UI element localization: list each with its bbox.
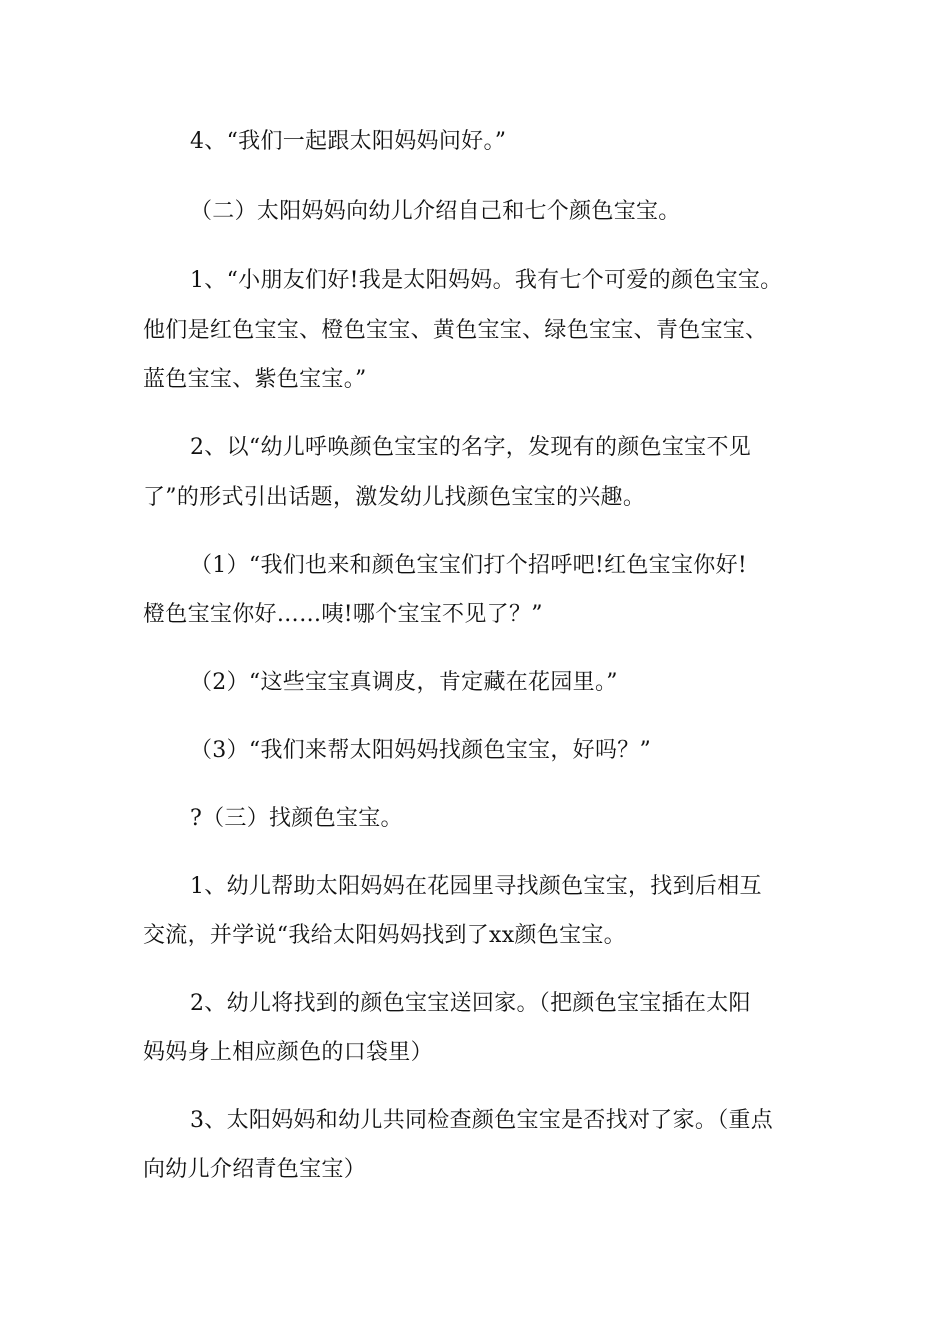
step-3-line-2: 向幼儿介绍青色宝宝）	[143, 1157, 367, 1182]
step-1-line-1: 1、幼儿帮助太阳妈妈在花园里寻找颜色宝宝，找到后相互	[190, 874, 762, 899]
paragraph-intro-line-3: 蓝色宝宝、紫色宝宝。”	[143, 367, 367, 392]
sub-item-2: （2）“这些宝宝真调皮，肯定藏在花园里。”	[190, 670, 618, 695]
sub-item-1-line-2: 橙色宝宝你好……咦!哪个宝宝不见了？”	[143, 602, 543, 627]
section-heading-3: ?（三）找颜色宝宝。	[190, 806, 403, 831]
step-2-line-1: 2、幼儿将找到的颜色宝宝送回家。（把颜色宝宝插在太阳	[190, 991, 751, 1016]
sub-item-1-line-1: （1）“我们也来和颜色宝宝们打个招呼吧!红色宝宝你好!	[190, 553, 748, 578]
step-1-line-2: 交流，并学说“我给太阳妈妈找到了xx颜色宝宝。	[143, 923, 626, 948]
paragraph-intro-line-1: 1、“小朋友们好!我是太阳妈妈。我有七个可爱的颜色宝宝。	[190, 268, 783, 293]
step-2-line-2: 妈妈身上相应颜色的口袋里）	[143, 1040, 433, 1065]
paragraph-intro-line-2: 他们是红色宝宝、橙色宝宝、黄色宝宝、绿色宝宝、青色宝宝、	[143, 318, 768, 343]
section-heading-2: （二）太阳妈妈向幼儿介绍自己和七个颜色宝宝。	[190, 199, 681, 224]
paragraph-4-greeting: 4、“我们一起跟太阳妈妈问好。”	[190, 129, 507, 154]
paragraph-call-names-line-2: 了”的形式引出话题，激发幼儿找颜色宝宝的兴趣。	[143, 485, 646, 510]
sub-item-3: （3）“我们来帮太阳妈妈找颜色宝宝，好吗？”	[190, 738, 652, 763]
paragraph-call-names-line-1: 2、以“幼儿呼唤颜色宝宝的名字，发现有的颜色宝宝不见	[190, 435, 752, 460]
step-3-line-1: 3、太阳妈妈和幼儿共同检查颜色宝宝是否找对了家。（重点	[190, 1108, 774, 1133]
